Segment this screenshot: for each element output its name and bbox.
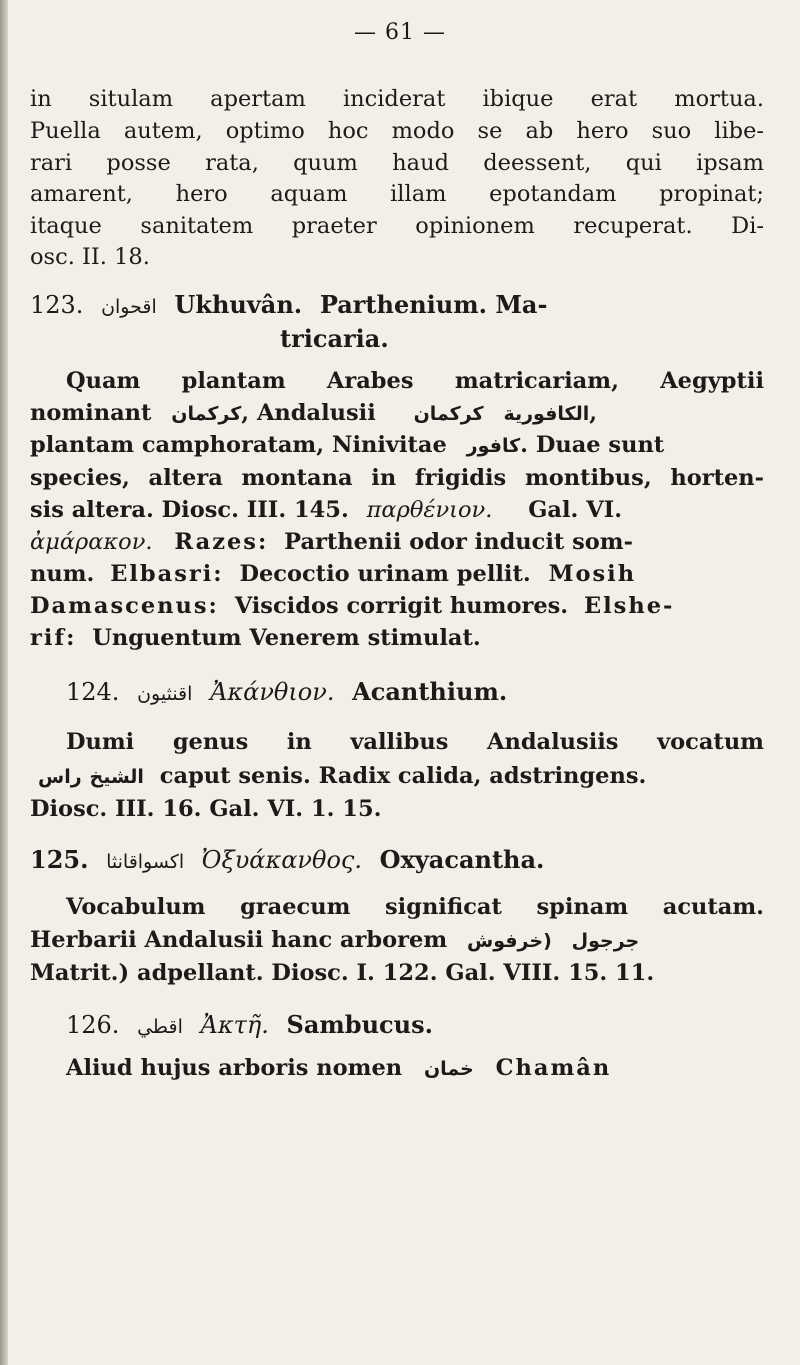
text-span: Herbarii Andalusii hanc arborem (30, 927, 448, 953)
arabic-term: كركمان (171, 403, 242, 425)
page-number: — 61 — (354, 20, 446, 45)
text-span: , (589, 400, 598, 426)
arabic-term: (خرفوش (466, 930, 552, 952)
arabic-term: اكسواقانثا (106, 851, 185, 873)
text-line: amarent, hero aquam illam epotandam propinat; (30, 181, 764, 207)
entry-title: Oxyacantha. (379, 845, 545, 874)
arabic-term: اقحوان (101, 296, 157, 318)
text-line (30, 591, 674, 621)
author-name: Damascenus: (30, 593, 219, 619)
text-line: Quam plantam Arabes matricariam, Aegyptii (66, 368, 764, 394)
arabic-term: اقنثيون (137, 683, 193, 705)
text-span: sis altera. Diosc. III. 145. (30, 497, 349, 523)
author-name: Elshe- (583, 593, 675, 619)
author-name: Razes: (174, 529, 269, 555)
text-line (30, 925, 639, 956)
greek-term: Ὀξυάκανθος. (201, 846, 362, 874)
text-line: Diosc. III. 16. Gal. VI. 1. 15. (30, 796, 382, 822)
entry-title: Parthenium. Ma- (319, 290, 548, 319)
entry-title-continued: tricaria. (280, 324, 389, 353)
text-line: Dumi genus in vallibus Andalusiis vocatum (66, 729, 764, 755)
text-span: Parthenii odor inducit som- (284, 529, 633, 555)
entry-title: Sambucus. (286, 1010, 433, 1039)
text-line: rari posse rata, quum haud deessent, qui ipsam (30, 150, 764, 176)
greek-term: Ἀκάνθιον. (210, 678, 335, 706)
text-span: Decoctio urinam pellit. (239, 561, 531, 587)
arabic-term: كافور (466, 435, 521, 457)
entry-125-heading (30, 845, 544, 877)
entry-title: Acanthium. (352, 677, 508, 706)
entry-number: 125. (30, 845, 89, 874)
text-line: Matrit.) adpellant. Diosc. I. 122. Gal. VIII. 15. 11. (30, 960, 655, 986)
text-line: Puella autem, optimo hoc modo se ab hero suo libe- (30, 118, 764, 144)
text-span: Aliud hujus arboris nomen (66, 1055, 403, 1081)
text-span: caput senis. Radix calida, adstringens. (159, 763, 647, 789)
text-line: itaque sanitatem praeter opinionem recuperat. Di- (30, 213, 764, 239)
entry-126-heading (66, 1010, 433, 1042)
entry-number: 124. (66, 678, 120, 706)
text-line: species, altera montana in frigidis montibus, horten- (30, 465, 764, 491)
entry-123-heading (30, 290, 547, 322)
entry-124-heading (66, 677, 507, 709)
arabic-term: خمان (423, 1058, 474, 1080)
text-line: Vocabulum graecum significat spinam acutam. (66, 894, 764, 920)
text-span: Viscidos corrigit humores. (234, 593, 569, 619)
text-line (30, 430, 764, 461)
greek-term: ἀμάρακον. (30, 529, 153, 555)
text-line (30, 495, 622, 525)
transliteration: Ukhuvân. (174, 290, 303, 319)
text-span: Gal. VI. (528, 497, 623, 523)
arabic-term: اقطي (137, 1016, 183, 1038)
page-binding-edge (0, 0, 8, 1365)
entry-number: 123. (30, 291, 84, 319)
author-name: rif: (30, 625, 77, 651)
text-line (30, 559, 636, 589)
greek-term: Ἀκτῆ. (200, 1011, 269, 1039)
transliteration: Chamân (495, 1055, 612, 1081)
text-line (30, 398, 764, 429)
text-line: in situlam apertam inciderat ibique erat mortua. (30, 86, 764, 112)
text-line (30, 761, 646, 792)
text-span: plantam camphoratam, Ninivitae (30, 432, 447, 458)
text-span: , Andalusii (241, 400, 376, 426)
greek-term: παρθένιον. (366, 497, 493, 523)
text-span: Unguentum Venerem stimulat. (92, 625, 481, 651)
text-line: osc. II. 18. (30, 244, 150, 270)
author-name: Elbasri: (110, 561, 224, 587)
arabic-term: كركمان (413, 403, 484, 425)
text-span: num. (30, 561, 95, 587)
text-line (30, 623, 481, 653)
book-page (30, 0, 770, 1365)
arabic-term: راس (38, 766, 82, 788)
arabic-term: الشيخ (89, 766, 144, 788)
author-name: Mosih (548, 561, 637, 587)
text-line (66, 1053, 611, 1084)
arabic-term: جرجول (571, 930, 640, 952)
entry-number: 126. (66, 1011, 120, 1039)
text-span: . Duae sunt (520, 432, 665, 458)
text-line (30, 527, 633, 557)
arabic-term: الكافورية (503, 403, 590, 425)
text-span: nominant (30, 400, 152, 426)
